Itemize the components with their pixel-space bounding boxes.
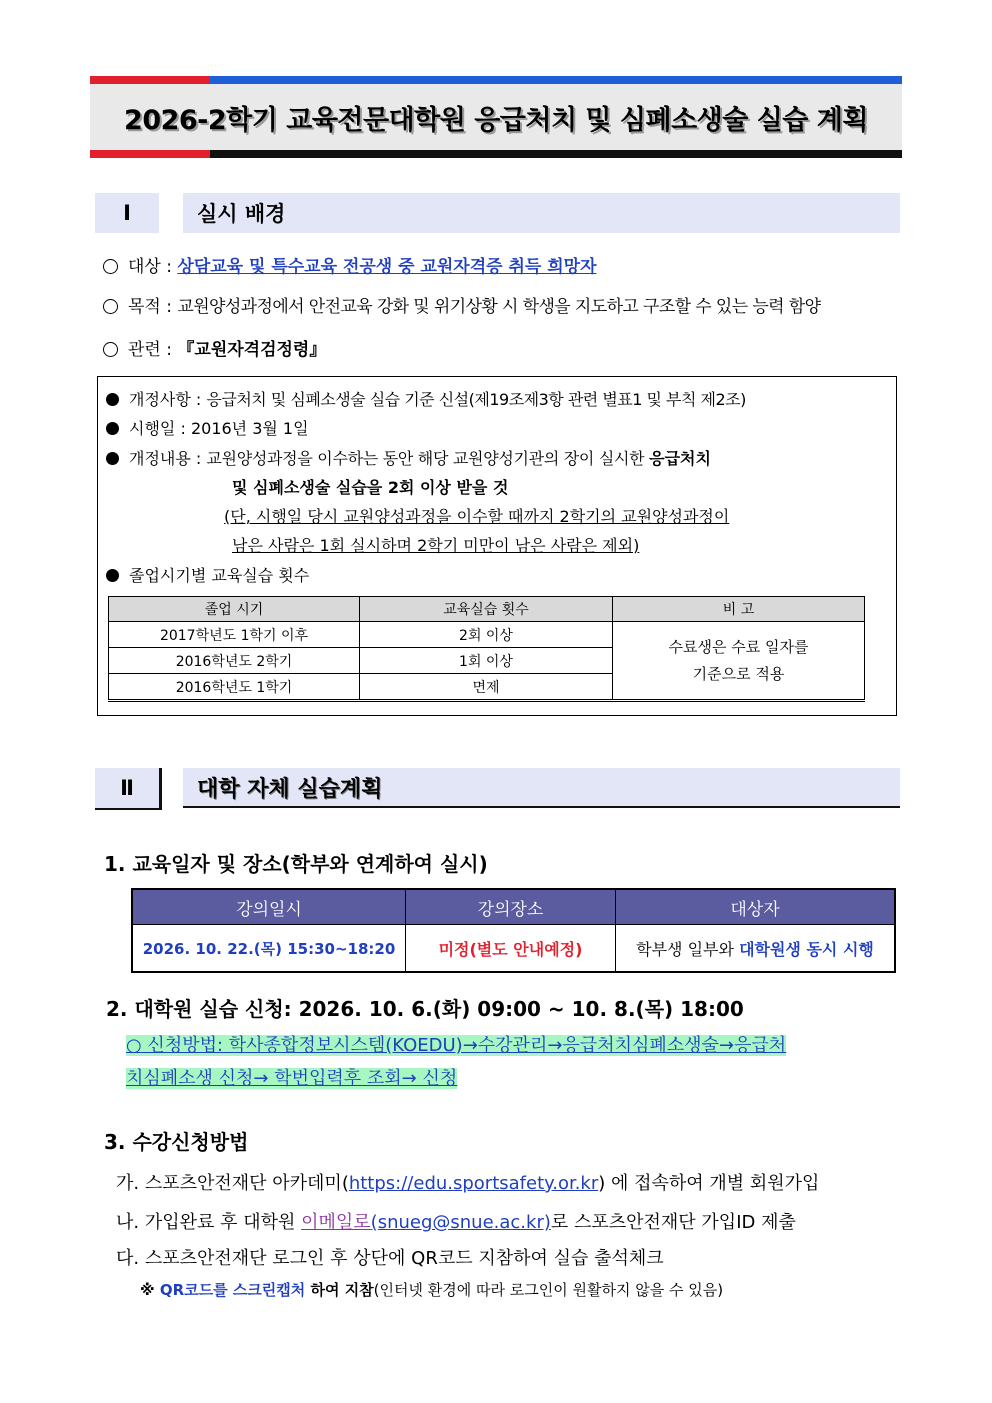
schedule-target: 학부생 일부와 대학원생 동시 시행 (616, 925, 896, 973)
section1-label: 실시 배경 (183, 193, 900, 233)
title-top-bar (90, 76, 902, 84)
table-cell: 2회 이상 (360, 622, 613, 648)
circle-bullet-icon (103, 259, 118, 274)
table-header: 강의장소 (406, 889, 616, 925)
date-line: 시행일 : 2016년 3월 1일 (106, 416, 309, 439)
table-header: 교육실습 횟수 (360, 597, 613, 622)
section1-header (95, 193, 900, 233)
dot-bullet-icon (106, 569, 119, 582)
table-header: 강의일시 (132, 889, 406, 925)
circle-bullet-icon (103, 299, 118, 314)
schedule-date: 2026. 10. 22.(목) 15:30~18:20 (132, 925, 406, 973)
table-cell: 2016학년도 2학기 (109, 648, 360, 674)
section2-number: Ⅱ (95, 768, 162, 810)
content-line1: 개정내용 : 교원양성과정을 이수하는 동안 해당 교원양성기관의 장이 실시한 응급처치 (106, 446, 711, 469)
related-line: 관련 : 『교원자격검정령』 (103, 335, 326, 360)
table-row (132, 925, 895, 973)
dot-bullet-icon (106, 393, 119, 406)
target-line: 대상 : 상담교육 및 특수교육 전공생 중 교원자격증 취득 희망자 (103, 252, 597, 277)
title-box (90, 84, 902, 150)
title-banner (90, 76, 902, 158)
graduation-table (108, 596, 865, 702)
table-header: 대상자 (616, 889, 896, 925)
related-value: 『교원자격검정령』 (177, 340, 327, 360)
content-line2: 및 심폐소생술 실습을 2회 이상 받을 것 (232, 478, 509, 497)
email-label: 이메일로 (301, 1212, 371, 1233)
section2-label: 대학 자체 실습계획 (183, 768, 900, 808)
item2-heading: 2. 대학원 실습 신청: 2026. 10. 6.(화) 09:00 ~ 10. 8.(목) 18:00 (106, 997, 744, 1021)
target-value: 상담교육 및 특수교육 전공생 중 교원자격증 취득 희망자 (177, 257, 597, 277)
sportsafety-link[interactable]: https://edu.sportsafety.or.kr (348, 1173, 599, 1194)
table-cell: 면제 (360, 674, 613, 701)
schedule-header-row (132, 889, 895, 925)
purpose-value: 교원양성과정에서 안전교육 강화 및 위기상황 시 학생을 지도하고 구조할 수 있는 능력 함양 (177, 297, 821, 317)
table-cell: 2016학년도 1학기 (109, 674, 360, 701)
apply-line1: ○ 신청방법: 학사종합정보시스템(KOEDU)→수강관리→응급처치심폐소생술→응급처 (126, 1035, 787, 1056)
step-c: 다. 스포츠안전재단 로그인 후 상단에 QR코드 지참하여 실습 출석체크 (116, 1248, 664, 1269)
item1-heading: 1. 교육일자 및 장소(학부와 연계하여 실시) (104, 852, 488, 876)
title-bottom-bar (90, 150, 902, 158)
dot-bullet-icon (106, 422, 119, 435)
change-line: 개정사항 : 응급처치 및 심폐소생술 실습 기준 신설(제19조제3항 관련 별표1 및 부칙 제2조) (106, 387, 746, 410)
section2-header (95, 768, 900, 808)
email-link[interactable]: (snueg@snue.ac.kr) (370, 1212, 551, 1233)
step-a: 가. 스포츠안전재단 아카데미(https://edu.sportsafety.or.kr) 에 접속하여 개별 회원가입 (116, 1173, 820, 1194)
graduation-heading: 졸업시기별 교육실습 횟수 (106, 563, 309, 586)
circle-bullet-icon (103, 342, 118, 357)
content-line4: 남은 사람은 1회 실시하며 2학기 미만이 남은 사람은 제외) (232, 536, 640, 555)
table-header-row (109, 597, 865, 622)
schedule-table (131, 888, 896, 973)
purpose-line: 목적 : 교원양성과정에서 안전교육 강화 및 위기상황 시 학생을 지도하고 구조할 수 있는 능력 함양 (103, 292, 820, 317)
apply-line2: 치심폐소생 신청→ 학번입력후 조회→ 신청 (126, 1068, 458, 1089)
table-row (109, 622, 865, 648)
item3-heading: 3. 수강신청방법 (104, 1130, 249, 1154)
content-line3: (단, 시행일 당시 교원양성과정을 이수할 때까지 2학기의 교원양성과정이 (224, 507, 730, 526)
page-title: 2026-2학기 교육전문대학원 응급처치 및 심폐소생술 실습 계획 (124, 104, 868, 136)
qr-note: ※ QR코드를 스크린캡처 하여 지참(인터넷 환경에 따라 로그인이 원활하지 않을 수 있음) (140, 1281, 724, 1299)
step-b: 나. 가입완료 후 대학원 이메일로(snueg@snue.ac.kr)로 스포츠안전재단 가입ID 제출 (116, 1212, 796, 1233)
dot-bullet-icon (106, 452, 119, 465)
schedule-place: 미정(별도 안내예정) (406, 925, 616, 973)
table-cell: 2017학년도 1학기 이후 (109, 622, 360, 648)
section1-number: Ⅰ (95, 193, 159, 233)
table-cell: 1회 이상 (360, 648, 613, 674)
table-note-cell: 수료생은 수료 일자를 기준으로 적용 (613, 622, 865, 701)
table-header: 졸업 시기 (109, 597, 360, 622)
table-header: 비 고 (613, 597, 865, 622)
